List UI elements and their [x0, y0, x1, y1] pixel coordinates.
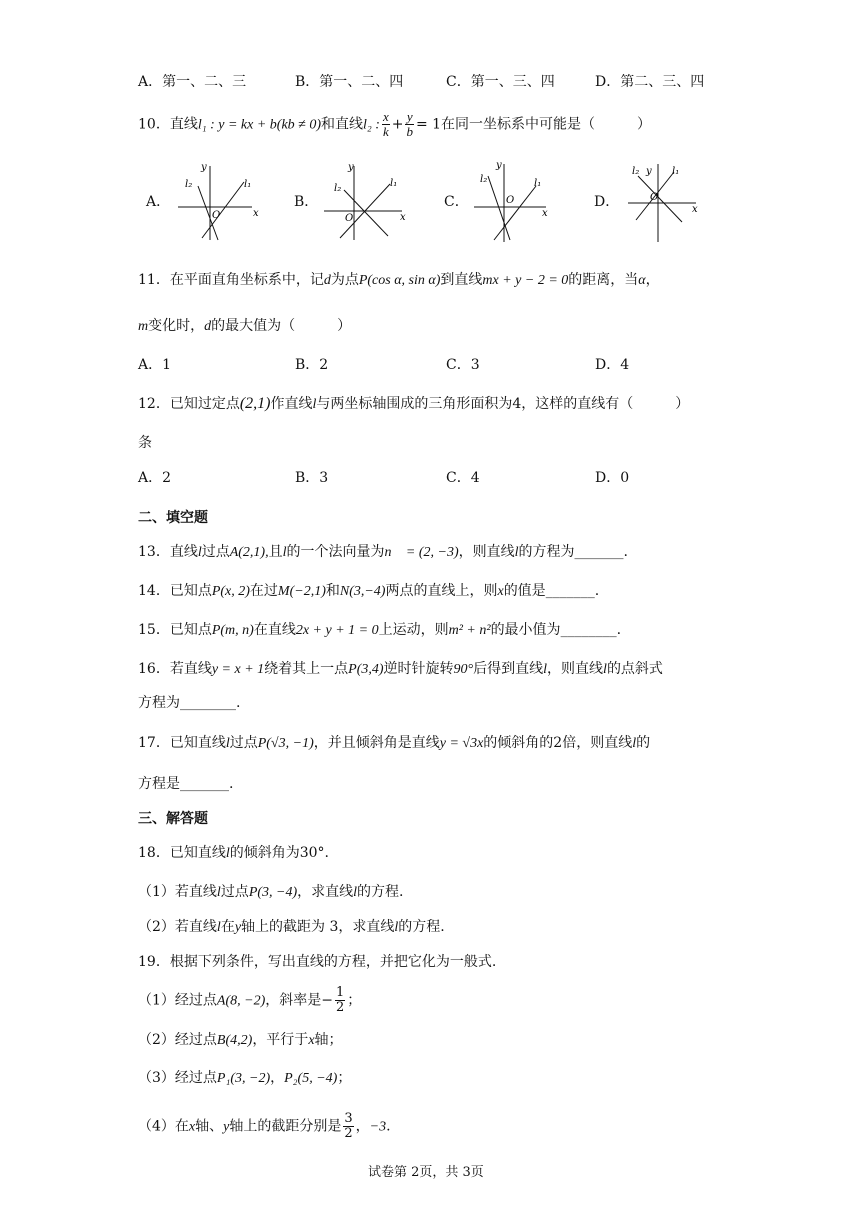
q16-answer-blank: ________ — [180, 695, 236, 711]
x-axis-label: x — [253, 208, 259, 219]
l2-label: l₂ — [480, 174, 488, 185]
section-solve-heading: 三、解答题 — [138, 811, 208, 827]
question-16-line-1: 16．若直线y = x + 1绕着其上一点P(3,4)逆时针旋转90°后得到直线l，则直线l的点斜式 — [138, 661, 663, 677]
l2-label: l₂ — [334, 183, 342, 194]
question-19-part-3: （3）经过点P₁(3, −2)，P₂(5, −4)； — [138, 1070, 352, 1086]
question-18-part-2: （2）若直线l在y轴上的截距为 3，求直线l的方程. — [138, 919, 445, 935]
q10-text-1: 直线 — [169, 116, 198, 133]
q10-number: 10． — [138, 116, 170, 133]
question-18-part-1: （1）若直线l过点P(3, −4)，求直线l的方程. — [138, 884, 404, 900]
question-19-part-1: （1）经过点A(8, −2)，斜率是− $\frac{1}{2}$ ； — [138, 985, 362, 1015]
l1-label: l₁ — [534, 178, 542, 189]
q10-option-c-label: C． — [444, 194, 469, 210]
q19-slope-fraction: $\frac{1}{2}$ — [335, 985, 345, 1015]
q9-option-c: C．第一、三、四 — [446, 74, 555, 90]
q12-option-a: A．2 — [138, 470, 172, 486]
q10-graph-b — [320, 158, 410, 244]
origin-label: O — [345, 213, 354, 224]
l2-label: l₂ — [632, 166, 640, 177]
q13-answer-blank: _______ — [574, 544, 624, 560]
q10-fraction-y-over-b: $\frac{y}{b}$ — [406, 109, 413, 139]
q11-option-d: D．4 — [595, 357, 630, 373]
question-13: 13．直线l过点A(2,1),且l的一个法向量为n⃗ = (2, −3)，则直线l的方程为_______. — [138, 544, 628, 560]
q10-graph-c — [470, 158, 560, 244]
question-11-line-1: 11．在平面直角坐标系中，记d为点P(cos α, sin α)到直线mx + y − 2 = 0的距离，当α， — [138, 272, 660, 288]
q10-text-2: 和直线 — [321, 116, 364, 133]
q10-graph-d — [624, 158, 714, 244]
y-axis-label: y — [201, 162, 207, 173]
x-axis-label: x — [400, 212, 406, 223]
q10-line-l1: l₁ : y = kx + b(kb ≠ 0) — [197, 117, 322, 133]
q11-point-p: P(cos α, sin α) — [358, 273, 441, 288]
question-19-stem: 19．根据下列条件，写出直线的方程，并把它化为一般式. — [138, 954, 497, 970]
origin-label: O — [506, 195, 515, 206]
q10-plus: + — [391, 116, 404, 133]
q9-option-a: A．第一、二、三 — [138, 74, 247, 90]
x-axis-label: x — [542, 208, 548, 219]
line-l2 — [488, 176, 510, 240]
y-axis-label: y — [496, 160, 502, 171]
q10-option-b-label: B． — [294, 194, 319, 210]
q12-option-c: C．4 — [446, 470, 480, 486]
q10-text-3: 在同一坐标系中可能是（ ） — [441, 116, 652, 133]
question-15: 15．已知点P(m, n)在直线2x + y + 1 = 0上运动，则m² + n²的最小值为________. — [138, 622, 622, 638]
q10-fraction-x-over-k: $\frac{x}{k}$ — [382, 109, 389, 139]
l1-label: l₁ — [672, 166, 680, 177]
q15-answer-blank: ________ — [560, 622, 617, 638]
q17-answer-blank: _______ — [180, 776, 229, 792]
q10-option-a-label: A． — [146, 194, 171, 210]
q13-normal-vector: n⃗ = (2, −3) — [384, 545, 459, 560]
q10-option-d-label: D． — [594, 194, 620, 210]
q19-intercept-fraction: $\frac{3}{2}$ — [344, 1111, 353, 1141]
line-l2 — [638, 176, 682, 222]
q14-answer-blank: _______ — [545, 583, 595, 599]
y-axis-label: y — [348, 162, 354, 173]
origin-label: O — [650, 192, 659, 203]
x-axis-label: x — [692, 204, 698, 215]
y-axis-label: y — [646, 166, 652, 177]
section-fill-in-heading: 二、填空题 — [138, 510, 208, 526]
question-14: 14．已知点P(x, 2)在过M(−2,1)和N(3,−4)两点的直线上，则x的值是_______. — [138, 583, 600, 599]
q12-option-d: D．0 — [595, 470, 630, 486]
q10-line-l2-name: l₂ : — [363, 117, 380, 133]
q10-equals-one: = 1 — [415, 116, 442, 133]
question-12-line-1: 12．已知过定点(2,1)作直线l与两坐标轴围成的三角形面积为4，这样的直线有（ ） — [138, 395, 690, 412]
q12-point: (2,1) — [239, 395, 271, 412]
q10-graph-a — [172, 158, 262, 244]
line-l1 — [202, 182, 244, 238]
question-10-stem — [138, 110, 651, 139]
l1-label: l₁ — [244, 179, 252, 190]
q12-option-b: B．3 — [295, 470, 329, 486]
q9-option-b: B．第一、二、四 — [295, 74, 404, 90]
question-11-line-2: m变化时，d的最大值为（ ） — [138, 318, 352, 334]
q11-option-c: C．3 — [446, 357, 480, 373]
origin-label: O — [212, 210, 221, 221]
question-17-line-2: 方程是_______. — [138, 776, 234, 792]
question-19-part-2: （2）经过点B(4,2)，平行于x轴； — [138, 1032, 343, 1048]
question-12-line-2: 条 — [138, 435, 152, 451]
page-footer: 试卷第 2页，共 3页 — [368, 1165, 484, 1180]
question-19-part-4: （4）在x轴、y轴上的截距分别是 $\frac{3}{2}$ ，−3. — [138, 1111, 391, 1141]
q11-option-a: A．1 — [138, 357, 172, 373]
q9-option-d: D．第二、三、四 — [595, 74, 705, 90]
l2-label: l₂ — [185, 179, 193, 190]
question-17-line-1: 17．已知直线l过点P(√3, −1)，并且倾斜角是直线y = √3x的倾斜角的2倍，则直线l的 — [138, 735, 651, 751]
question-16-line-2: 方程为________. — [138, 695, 241, 711]
l1-label: l₁ — [390, 178, 398, 189]
q11-option-b: B．2 — [295, 357, 329, 373]
q11-line-equation: mx + y − 2 = 0 — [482, 273, 569, 288]
question-18-stem: 18．已知直线l的倾斜角为30°. — [138, 845, 329, 861]
